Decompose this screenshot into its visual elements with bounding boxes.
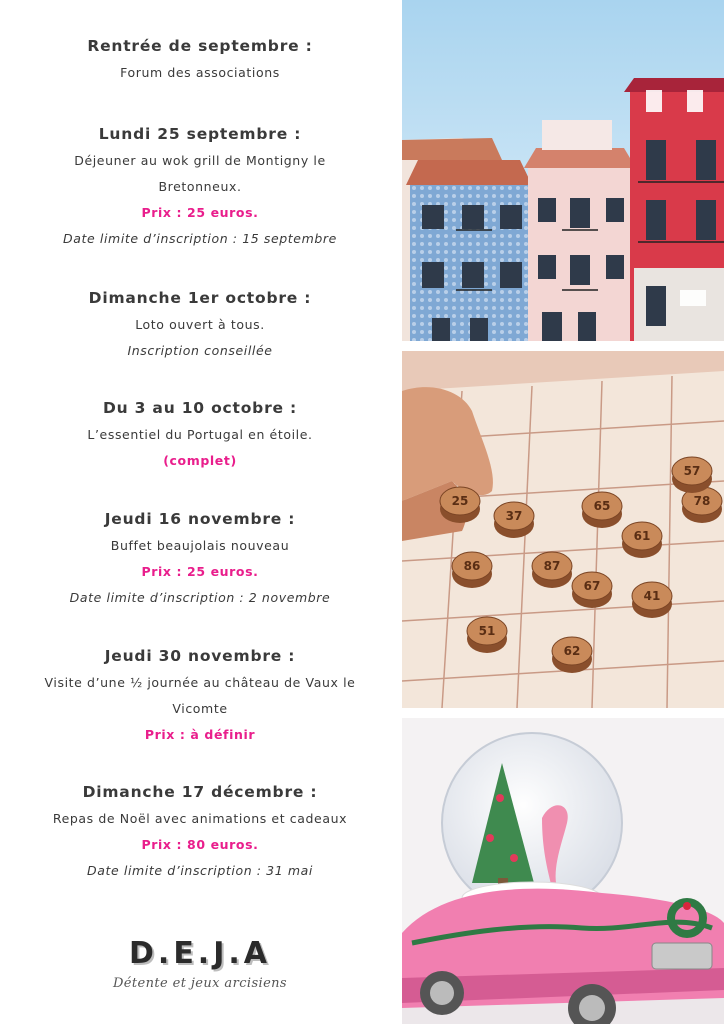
bingo-token — [467, 617, 507, 653]
bingo-token-number: 78 — [693, 494, 711, 508]
bingo-token-number: 67 — [583, 579, 601, 593]
bingo-token — [582, 492, 622, 528]
event-price: Prix : 80 euros. — [141, 837, 259, 852]
event-vaux-le-vicomte — [0, 646, 400, 748]
bingo-token-number: 65 — [593, 499, 611, 513]
bingo-token-number: 41 — [643, 589, 661, 603]
event-description: L’essentiel du Portugal en étoile. — [87, 427, 313, 442]
bingo-token-number: 61 — [633, 529, 651, 543]
snowglobe-illustration — [402, 718, 724, 1024]
bingo-token — [622, 522, 662, 558]
event-forum — [0, 36, 400, 86]
event-deadline: Date limite d’inscription : 2 novembre — [69, 590, 331, 605]
bingo-token-number: 62 — [563, 644, 581, 658]
event-title: Jeudi 30 novembre : — [104, 647, 296, 665]
event-note: Inscription conseillée — [127, 343, 273, 358]
event-price: Prix : 25 euros. — [141, 564, 259, 579]
bingo-token — [632, 582, 672, 618]
event-description: Bretonneux. — [158, 179, 242, 194]
bingo-token — [440, 487, 480, 523]
event-title: Jeudi 16 novembre : — [104, 510, 296, 528]
bingo-token-number: 37 — [505, 509, 523, 523]
event-title: Dimanche 1er octobre : — [88, 289, 312, 307]
event-status: (complet) — [163, 453, 237, 468]
buildings-photo — [402, 0, 724, 341]
event-description: Forum des associations — [120, 65, 280, 80]
bingo-token-number: 57 — [683, 464, 701, 478]
event-deadline: Date limite d’inscription : 15 septembre — [63, 231, 337, 246]
bingo-token — [532, 552, 572, 588]
bingo-token-number: 51 — [478, 624, 496, 638]
bingo-photo — [402, 351, 724, 708]
event-noel — [0, 782, 400, 884]
event-deadline: Date limite d’inscription : 31 mai — [87, 863, 313, 878]
bingo-token — [672, 457, 712, 493]
bingo-token-number: 86 — [463, 559, 481, 573]
logo-name: D.E.J.A — [129, 936, 271, 971]
event-description: Buffet beaujolais nouveau — [110, 538, 290, 553]
event-portugal — [0, 398, 400, 474]
event-title: Lundi 25 septembre : — [98, 125, 302, 143]
event-beaujolais — [0, 509, 400, 611]
bingo-token — [494, 502, 534, 538]
event-title: Dimanche 17 décembre : — [82, 783, 318, 801]
bingo-illustration — [402, 351, 724, 708]
event-description: Déjeuner au wok grill de Montigny le — [74, 153, 326, 168]
event-description: Vicomte — [172, 701, 228, 716]
buildings-illustration — [402, 0, 724, 341]
event-loto — [0, 288, 400, 364]
event-price: Prix : à définir — [144, 727, 256, 742]
deja-logo — [0, 934, 400, 991]
bingo-token-number: 87 — [543, 559, 561, 573]
bingo-token — [572, 572, 612, 608]
bingo-token — [552, 637, 592, 673]
bingo-token — [452, 552, 492, 588]
event-price: Prix : 25 euros. — [141, 205, 259, 220]
event-title: Rentrée de septembre : — [87, 37, 313, 55]
event-title: Du 3 au 10 octobre : — [102, 399, 298, 417]
event-dejeuner-wok — [0, 124, 400, 252]
event-description: Repas de Noël avec animations et cadeaux — [52, 811, 348, 826]
snowglobe-photo — [402, 718, 724, 1024]
logo-tagline: Détente et jeux arcisiens — [112, 976, 288, 991]
bingo-token-number: 25 — [451, 494, 469, 508]
event-description: Visite d’une ½ journée au château de Vaux le — [44, 675, 356, 690]
event-description: Loto ouvert à tous. — [135, 317, 265, 332]
